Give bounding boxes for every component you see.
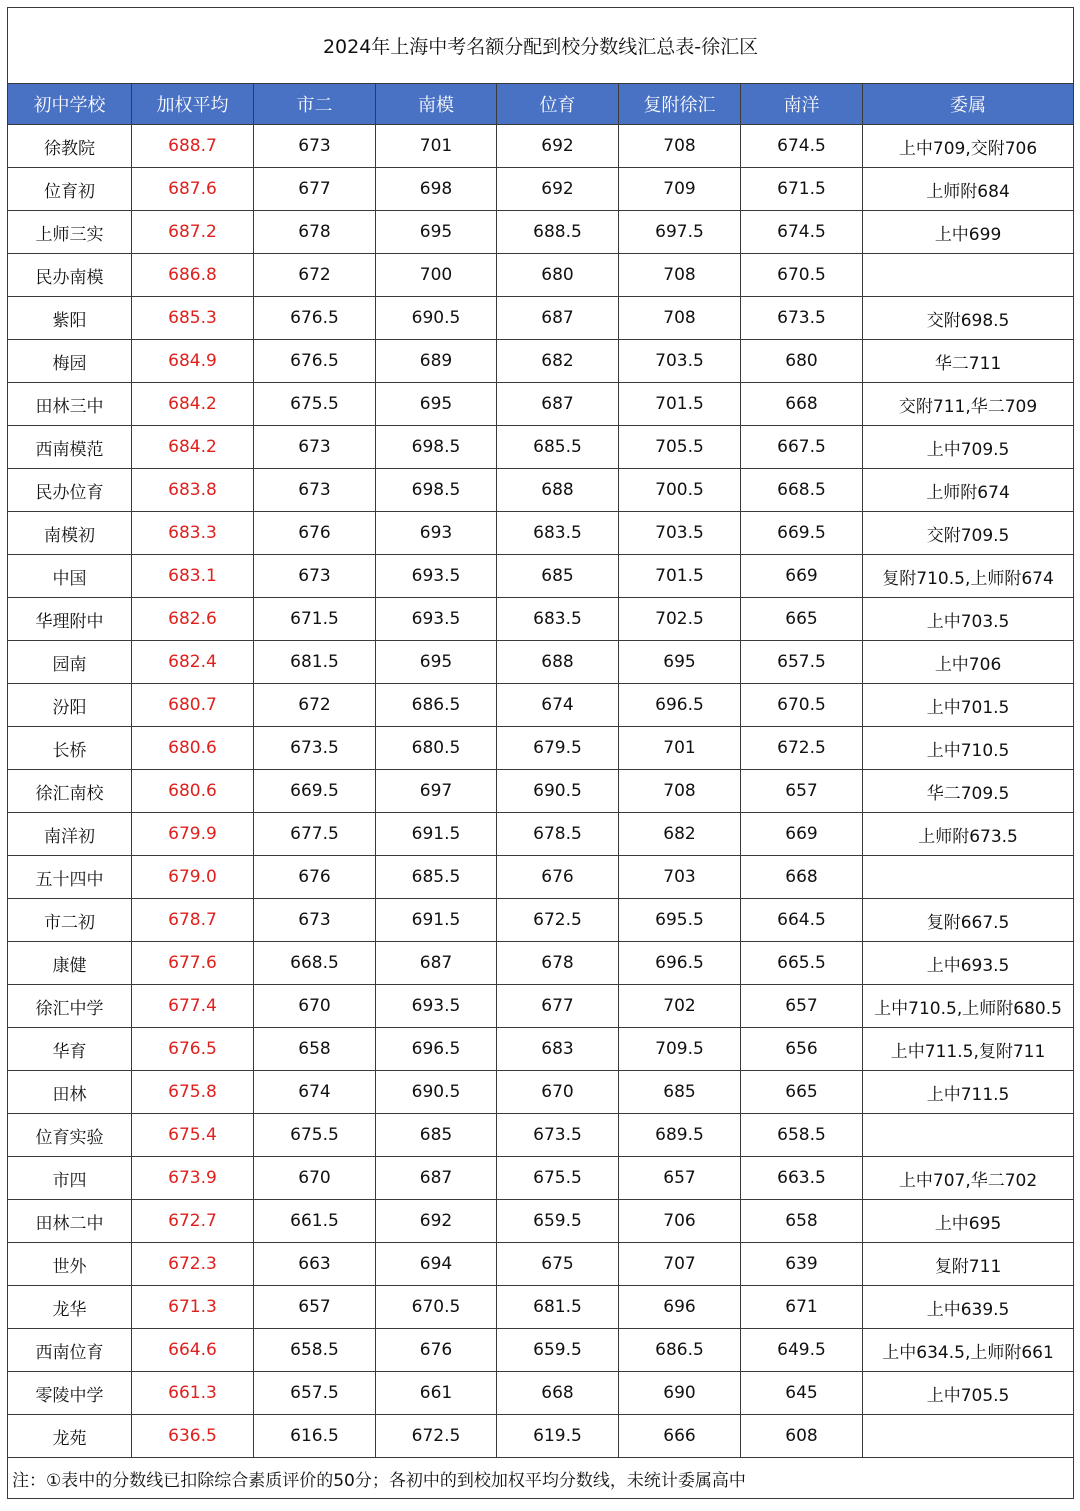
fufu-xuhui-cell: 657 (619, 1157, 741, 1200)
header-nanyang: 南洋 (741, 84, 863, 125)
table-row (8, 1372, 1074, 1415)
nanyang-cell: 673.5 (741, 297, 863, 340)
table-row (8, 469, 1074, 512)
weighted-avg-cell: 680.6 (132, 727, 254, 770)
shier-cell: 661.5 (254, 1200, 376, 1243)
weishu-cell: 上中639.5 (863, 1286, 1074, 1329)
shier-cell: 674 (254, 1071, 376, 1114)
fufu-xuhui-cell: 701 (619, 727, 741, 770)
nanmo-cell: 692 (376, 1200, 497, 1243)
school-cell: 民办位育 (8, 469, 132, 512)
school-cell: 华育 (8, 1028, 132, 1071)
nanmo-cell: 693.5 (376, 555, 497, 598)
nanyang-cell: 608 (741, 1415, 863, 1458)
table-row (8, 985, 1074, 1028)
header-fufu-xuhui: 复附徐汇 (619, 84, 741, 125)
nanmo-cell: 686.5 (376, 684, 497, 727)
nanyang-cell: 674.5 (741, 125, 863, 168)
table-row (8, 684, 1074, 727)
weishu-cell (863, 1415, 1074, 1458)
weiyu-cell: 685.5 (497, 426, 619, 469)
nanyang-cell: 658 (741, 1200, 863, 1243)
fufu-xuhui-cell: 703.5 (619, 340, 741, 383)
nanyang-cell: 665.5 (741, 942, 863, 985)
table-row (8, 770, 1074, 813)
nanyang-cell: 657.5 (741, 641, 863, 684)
weighted-avg-cell: 661.3 (132, 1372, 254, 1415)
weiyu-cell: 683.5 (497, 598, 619, 641)
table-body (8, 125, 1074, 1458)
nanyang-cell: 667.5 (741, 426, 863, 469)
weighted-avg-cell: 682.4 (132, 641, 254, 684)
nanyang-cell: 670.5 (741, 684, 863, 727)
nanyang-cell: 645 (741, 1372, 863, 1415)
weighted-avg-cell: 675.8 (132, 1071, 254, 1114)
shier-cell: 672 (254, 684, 376, 727)
school-cell: 园南 (8, 641, 132, 684)
school-cell: 南洋初 (8, 813, 132, 856)
shier-cell: 677 (254, 168, 376, 211)
weighted-avg-cell: 684.2 (132, 426, 254, 469)
fufu-xuhui-cell: 702.5 (619, 598, 741, 641)
school-cell: 田林三中 (8, 383, 132, 426)
weishu-cell: 上师附673.5 (863, 813, 1074, 856)
nanmo-cell: 670.5 (376, 1286, 497, 1329)
nanmo-cell: 695 (376, 383, 497, 426)
nanyang-cell: 657 (741, 985, 863, 1028)
fufu-xuhui-cell: 708 (619, 297, 741, 340)
weishu-cell (863, 1114, 1074, 1157)
weighted-avg-cell: 677.6 (132, 942, 254, 985)
header-nanmo: 南模 (376, 84, 497, 125)
table-row (8, 383, 1074, 426)
weishu-cell: 上中705.5 (863, 1372, 1074, 1415)
shier-cell: 670 (254, 985, 376, 1028)
fufu-xuhui-cell: 689.5 (619, 1114, 741, 1157)
nanyang-cell: 665 (741, 598, 863, 641)
fufu-xuhui-cell: 706 (619, 1200, 741, 1243)
fufu-xuhui-cell: 709 (619, 168, 741, 211)
weishu-cell: 上中706 (863, 641, 1074, 684)
table-row (8, 641, 1074, 684)
fufu-xuhui-cell: 696 (619, 1286, 741, 1329)
nanmo-cell: 694 (376, 1243, 497, 1286)
weishu-cell (863, 254, 1074, 297)
weiyu-cell: 675.5 (497, 1157, 619, 1200)
school-cell: 长桥 (8, 727, 132, 770)
weighted-avg-cell: 684.2 (132, 383, 254, 426)
weishu-cell: 上中693.5 (863, 942, 1074, 985)
table-row (8, 1157, 1074, 1200)
weishu-cell: 上中695 (863, 1200, 1074, 1243)
school-cell: 上师三实 (8, 211, 132, 254)
weiyu-cell: 682 (497, 340, 619, 383)
fufu-xuhui-cell: 707 (619, 1243, 741, 1286)
nanyang-cell: 674.5 (741, 211, 863, 254)
fufu-xuhui-cell: 695.5 (619, 899, 741, 942)
shier-cell: 616.5 (254, 1415, 376, 1458)
weighted-avg-cell: 673.9 (132, 1157, 254, 1200)
school-cell: 世外 (8, 1243, 132, 1286)
weighted-avg-cell: 675.4 (132, 1114, 254, 1157)
shier-cell: 678 (254, 211, 376, 254)
shier-cell: 658 (254, 1028, 376, 1071)
shier-cell: 676.5 (254, 297, 376, 340)
fufu-xuhui-cell: 703 (619, 856, 741, 899)
weiyu-cell: 678 (497, 942, 619, 985)
nanmo-cell: 687 (376, 942, 497, 985)
nanmo-cell: 687 (376, 1157, 497, 1200)
school-cell: 紫阳 (8, 297, 132, 340)
weiyu-cell: 668 (497, 1372, 619, 1415)
school-cell: 龙华 (8, 1286, 132, 1329)
nanmo-cell: 698.5 (376, 426, 497, 469)
weishu-cell: 交附711,华二709 (863, 383, 1074, 426)
nanmo-cell: 698.5 (376, 469, 497, 512)
weighted-avg-cell: 683.8 (132, 469, 254, 512)
weishu-cell: 复附667.5 (863, 899, 1074, 942)
weiyu-cell: 692 (497, 125, 619, 168)
shier-cell: 673 (254, 899, 376, 942)
weighted-avg-cell: 676.5 (132, 1028, 254, 1071)
nanmo-cell: 700 (376, 254, 497, 297)
school-cell: 徐汇中学 (8, 985, 132, 1028)
weishu-cell: 上中703.5 (863, 598, 1074, 641)
table-row (8, 297, 1074, 340)
weiyu-cell: 680 (497, 254, 619, 297)
weighted-avg-cell: 671.3 (132, 1286, 254, 1329)
school-cell: 徐汇南校 (8, 770, 132, 813)
weishu-cell: 上中709,交附706 (863, 125, 1074, 168)
weighted-avg-cell: 682.6 (132, 598, 254, 641)
weishu-cell: 上中710.5 (863, 727, 1074, 770)
header-shier: 市二 (254, 84, 376, 125)
table-row (8, 1286, 1074, 1329)
nanmo-cell: 685 (376, 1114, 497, 1157)
weishu-cell: 上师附684 (863, 168, 1074, 211)
shier-cell: 657.5 (254, 1372, 376, 1415)
table-row (8, 1329, 1074, 1372)
fufu-xuhui-cell: 697.5 (619, 211, 741, 254)
nanyang-cell: 668 (741, 383, 863, 426)
weishu-cell: 上中707,华二702 (863, 1157, 1074, 1200)
header-weishu: 委属 (863, 84, 1074, 125)
weiyu-cell: 674 (497, 684, 619, 727)
nanyang-cell: 671 (741, 1286, 863, 1329)
table-row (8, 1243, 1074, 1286)
table-row (8, 942, 1074, 985)
nanmo-cell: 690.5 (376, 297, 497, 340)
nanmo-cell: 696.5 (376, 1028, 497, 1071)
fufu-xuhui-cell: 703.5 (619, 512, 741, 555)
weiyu-cell: 690.5 (497, 770, 619, 813)
school-cell: 零陵中学 (8, 1372, 132, 1415)
school-cell: 田林 (8, 1071, 132, 1114)
school-cell: 汾阳 (8, 684, 132, 727)
nanyang-cell: 657 (741, 770, 863, 813)
nanmo-cell: 701 (376, 125, 497, 168)
fufu-xuhui-cell: 708 (619, 254, 741, 297)
shier-cell: 663 (254, 1243, 376, 1286)
weiyu-cell: 659.5 (497, 1200, 619, 1243)
weighted-avg-cell: 687.2 (132, 211, 254, 254)
table-row (8, 1415, 1074, 1458)
weiyu-cell: 659.5 (497, 1329, 619, 1372)
fufu-xuhui-cell: 682 (619, 813, 741, 856)
weighted-avg-cell: 679.0 (132, 856, 254, 899)
weiyu-cell: 619.5 (497, 1415, 619, 1458)
fufu-xuhui-cell: 708 (619, 770, 741, 813)
school-cell: 五十四中 (8, 856, 132, 899)
weiyu-cell: 687 (497, 383, 619, 426)
table-row (8, 1200, 1074, 1243)
school-cell: 西南模范 (8, 426, 132, 469)
weighted-avg-cell: 685.3 (132, 297, 254, 340)
fufu-xuhui-cell: 696.5 (619, 942, 741, 985)
nanyang-cell: 669 (741, 813, 863, 856)
shier-cell: 673 (254, 555, 376, 598)
weishu-cell: 上中634.5,上师附661 (863, 1329, 1074, 1372)
shier-cell: 681.5 (254, 641, 376, 684)
weishu-cell: 上中711.5 (863, 1071, 1074, 1114)
table-row (8, 426, 1074, 469)
weighted-avg-cell: 683.3 (132, 512, 254, 555)
nanyang-cell: 663.5 (741, 1157, 863, 1200)
weishu-cell: 上中710.5,上师附680.5 (863, 985, 1074, 1028)
shier-cell: 671.5 (254, 598, 376, 641)
school-cell: 位育实验 (8, 1114, 132, 1157)
table-row (8, 211, 1074, 254)
shier-cell: 676.5 (254, 340, 376, 383)
weishu-cell: 华二709.5 (863, 770, 1074, 813)
school-cell: 华理附中 (8, 598, 132, 641)
school-cell: 康健 (8, 942, 132, 985)
weiyu-cell: 677 (497, 985, 619, 1028)
weighted-avg-cell: 683.1 (132, 555, 254, 598)
school-cell: 梅园 (8, 340, 132, 383)
weighted-avg-cell: 687.6 (132, 168, 254, 211)
school-cell: 民办南模 (8, 254, 132, 297)
weiyu-cell: 673.5 (497, 1114, 619, 1157)
table-row (8, 1071, 1074, 1114)
weishu-cell: 上师附674 (863, 469, 1074, 512)
school-cell: 中国 (8, 555, 132, 598)
nanmo-cell: 690.5 (376, 1071, 497, 1114)
weighted-avg-cell: 679.9 (132, 813, 254, 856)
nanyang-cell: 669 (741, 555, 863, 598)
weiyu-cell: 683.5 (497, 512, 619, 555)
nanmo-cell: 680.5 (376, 727, 497, 770)
table-row (8, 856, 1074, 899)
weiyu-cell: 687 (497, 297, 619, 340)
school-cell: 徐教院 (8, 125, 132, 168)
header-weighted-avg: 加权平均 (132, 84, 254, 125)
table-row (8, 727, 1074, 770)
weishu-cell: 上中709.5 (863, 426, 1074, 469)
weighted-avg-cell: 677.4 (132, 985, 254, 1028)
shier-cell: 673.5 (254, 727, 376, 770)
weiyu-cell: 675 (497, 1243, 619, 1286)
shier-cell: 673 (254, 469, 376, 512)
nanmo-cell: 685.5 (376, 856, 497, 899)
fufu-xuhui-cell: 708 (619, 125, 741, 168)
table-row (8, 1114, 1074, 1157)
shier-cell: 658.5 (254, 1329, 376, 1372)
fufu-xuhui-cell: 690 (619, 1372, 741, 1415)
nanmo-cell: 672.5 (376, 1415, 497, 1458)
nanyang-cell: 672.5 (741, 727, 863, 770)
shier-cell: 673 (254, 125, 376, 168)
weiyu-cell: 685 (497, 555, 619, 598)
weishu-cell: 复附711 (863, 1243, 1074, 1286)
fufu-xuhui-cell: 705.5 (619, 426, 741, 469)
nanyang-cell: 669.5 (741, 512, 863, 555)
weishu-cell (863, 856, 1074, 899)
nanyang-cell: 639 (741, 1243, 863, 1286)
nanyang-cell: 656 (741, 1028, 863, 1071)
header-row (8, 84, 1074, 125)
nanyang-cell: 680 (741, 340, 863, 383)
weighted-avg-cell: 672.3 (132, 1243, 254, 1286)
fufu-xuhui-cell: 709.5 (619, 1028, 741, 1071)
nanyang-cell: 668.5 (741, 469, 863, 512)
weishu-cell: 交附709.5 (863, 512, 1074, 555)
score-sheet (7, 7, 1073, 1499)
nanmo-cell: 693.5 (376, 985, 497, 1028)
weiyu-cell: 683 (497, 1028, 619, 1071)
nanmo-cell: 695 (376, 641, 497, 684)
weiyu-cell: 678.5 (497, 813, 619, 856)
nanyang-cell: 671.5 (741, 168, 863, 211)
weighted-avg-cell: 680.7 (132, 684, 254, 727)
nanmo-cell: 695 (376, 211, 497, 254)
fufu-xuhui-cell: 685 (619, 1071, 741, 1114)
table-row (8, 1028, 1074, 1071)
fufu-xuhui-cell: 701.5 (619, 555, 741, 598)
fufu-xuhui-cell: 701.5 (619, 383, 741, 426)
shier-cell: 676 (254, 856, 376, 899)
nanmo-cell: 693 (376, 512, 497, 555)
fufu-xuhui-cell: 696.5 (619, 684, 741, 727)
fufu-xuhui-cell: 700.5 (619, 469, 741, 512)
nanyang-cell: 658.5 (741, 1114, 863, 1157)
weiyu-cell: 688.5 (497, 211, 619, 254)
shier-cell: 670 (254, 1157, 376, 1200)
weiyu-cell: 676 (497, 856, 619, 899)
table-row (8, 813, 1074, 856)
weighted-avg-cell: 684.9 (132, 340, 254, 383)
weiyu-cell: 681.5 (497, 1286, 619, 1329)
nanyang-cell: 670.5 (741, 254, 863, 297)
school-cell: 龙苑 (8, 1415, 132, 1458)
table-title: 2024年上海中考名额分配到校分数线汇总表-徐汇区 (8, 8, 1074, 84)
header-weiyu: 位育 (497, 84, 619, 125)
weiyu-cell: 692 (497, 168, 619, 211)
school-cell: 市二初 (8, 899, 132, 942)
header-school: 初中学校 (8, 84, 132, 125)
shier-cell: 675.5 (254, 1114, 376, 1157)
nanyang-cell: 649.5 (741, 1329, 863, 1372)
weishu-cell: 上中711.5,复附711 (863, 1028, 1074, 1071)
fufu-xuhui-cell: 695 (619, 641, 741, 684)
fufu-xuhui-cell: 686.5 (619, 1329, 741, 1372)
fufu-xuhui-cell: 702 (619, 985, 741, 1028)
weighted-avg-cell: 688.7 (132, 125, 254, 168)
weighted-avg-cell: 678.7 (132, 899, 254, 942)
weishu-cell: 上中699 (863, 211, 1074, 254)
table-row (8, 340, 1074, 383)
weishu-cell: 复附710.5,上师附674 (863, 555, 1074, 598)
table-row (8, 168, 1074, 211)
shier-cell: 672 (254, 254, 376, 297)
nanmo-cell: 689 (376, 340, 497, 383)
weighted-avg-cell: 664.6 (132, 1329, 254, 1372)
weiyu-cell: 679.5 (497, 727, 619, 770)
nanmo-cell: 676 (376, 1329, 497, 1372)
nanmo-cell: 697 (376, 770, 497, 813)
shier-cell: 668.5 (254, 942, 376, 985)
nanyang-cell: 664.5 (741, 899, 863, 942)
weiyu-cell: 688 (497, 641, 619, 684)
shier-cell: 669.5 (254, 770, 376, 813)
school-cell: 西南位育 (8, 1329, 132, 1372)
nanmo-cell: 693.5 (376, 598, 497, 641)
table-row (8, 254, 1074, 297)
school-cell: 市四 (8, 1157, 132, 1200)
nanmo-cell: 691.5 (376, 899, 497, 942)
weighted-avg-cell: 680.6 (132, 770, 254, 813)
nanmo-cell: 698 (376, 168, 497, 211)
weighted-avg-cell: 672.7 (132, 1200, 254, 1243)
shier-cell: 677.5 (254, 813, 376, 856)
fufu-xuhui-cell: 666 (619, 1415, 741, 1458)
table-row (8, 555, 1074, 598)
weighted-avg-cell: 686.8 (132, 254, 254, 297)
weishu-cell: 交附698.5 (863, 297, 1074, 340)
weiyu-cell: 672.5 (497, 899, 619, 942)
school-cell: 位育初 (8, 168, 132, 211)
table-row (8, 512, 1074, 555)
shier-cell: 675.5 (254, 383, 376, 426)
shier-cell: 676 (254, 512, 376, 555)
nanmo-cell: 661 (376, 1372, 497, 1415)
table-row (8, 598, 1074, 641)
nanmo-cell: 691.5 (376, 813, 497, 856)
score-table (7, 7, 1074, 1499)
shier-cell: 673 (254, 426, 376, 469)
nanyang-cell: 668 (741, 856, 863, 899)
table-row (8, 125, 1074, 168)
weiyu-cell: 688 (497, 469, 619, 512)
footnote: 注：①表中的分数线已扣除综合素质评价的50分；各初中的到校加权平均分数线，未统计委属高中 (8, 1458, 1074, 1499)
weighted-avg-cell: 636.5 (132, 1415, 254, 1458)
nanyang-cell: 665 (741, 1071, 863, 1114)
weishu-cell: 上中701.5 (863, 684, 1074, 727)
weishu-cell: 华二711 (863, 340, 1074, 383)
school-cell: 田林二中 (8, 1200, 132, 1243)
weiyu-cell: 670 (497, 1071, 619, 1114)
table-row (8, 899, 1074, 942)
school-cell: 南模初 (8, 512, 132, 555)
shier-cell: 657 (254, 1286, 376, 1329)
